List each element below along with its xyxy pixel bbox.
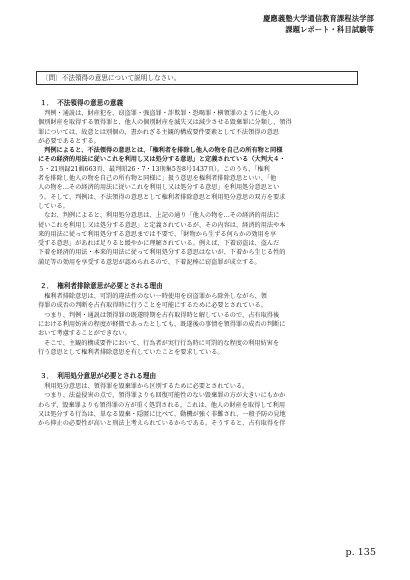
text-line: 判例・通説は、財産犯を、窃盗罪・強盗罪・詐欺罪・恐喝罪・横領罪のように他人の	[38, 110, 280, 117]
text-line: なお、判例によると、利用処分意思は、上記の通り「他人の物を…その経済的用法に	[38, 212, 280, 220]
section-1	[38, 98, 368, 267]
page-number: p. 135	[345, 547, 376, 558]
text-line: う。そして、判例は、不法領得の意思として権利者排除意思と利用処分意思の双方を要求	[38, 193, 286, 201]
text-line: が必要であるとする。	[38, 137, 100, 145]
text-line: そこで、主観的構成要件において、行為者が実行行為時に可罰的な程度の利用妨害を	[38, 339, 280, 347]
section-body	[38, 292, 368, 357]
section-title: 利用処分意思が必要とされる理由	[57, 372, 157, 381]
text-line: 罪については、故意とは別個の、書かれざる主観的構成要件要素として不法領得の意思	[38, 128, 279, 136]
text-line: ５・21刑録21輯663頁、最判昭26・7・13刑集5巻8号1437頁）。このうち、「権利	[38, 165, 270, 173]
document-header	[263, 14, 374, 35]
text-line: 満足等の効用を享受する意思が認められるので、下着泥棒に窃盗罪が成立する。	[38, 258, 261, 266]
text-line: 行う意思として権利者排除意思を有していたことを要求している。	[38, 348, 224, 356]
text-line: わらず、毀棄罪よりも領得罪の方が重く処罰される。これは、他人の財産を取得して利用	[38, 401, 286, 409]
text-line: 受する意思」があれば足りると緩やかに理解されている。例えば、下着窃盗は、盗んだ	[38, 240, 280, 248]
text-line: 利用処分意思は、領得罪を毀棄罪から区別するために必要とされている。	[38, 383, 249, 391]
text-line: 権利者排除意思は、可罰的違法性のない一時使用を窃盗罪から除外しながら、領	[38, 293, 267, 301]
text-line: 下着を経済的用法・本来的用法に従って利用処分する意思はないが、下着から生じる性的	[38, 249, 286, 257]
text-line: 又は処分する行為は、単なる毀棄・隠匿に比べて、動機が強く非難され、一般予防の見地	[38, 411, 286, 419]
text-line: にその経済的用法に従いこれを利用し又は処分する意思」と定義されている（大判大４・	[38, 156, 286, 164]
text-line: つまり、法益侵害の点で、領得罪よりも回復可能性のない毀棄罪の方が大きいにもかか	[38, 392, 286, 400]
text-line: している。	[38, 202, 69, 210]
text-line: 従いこれを利用し又は処分する意思」と定義されているが、その内容は、経済的用法や本	[38, 221, 286, 229]
section-body	[38, 382, 368, 428]
institution-name: 慶應義塾大学通信教育課程法学部	[263, 14, 374, 23]
section-heading	[40, 281, 368, 291]
answer-body	[38, 98, 368, 429]
section-body	[38, 109, 368, 267]
section-3	[38, 371, 368, 428]
section-number: ２．	[40, 282, 54, 291]
text-line: おいて考慮することができない。	[38, 330, 131, 338]
section-heading	[40, 371, 368, 381]
document-subtitle: 課題レポート・科目試験等	[285, 24, 374, 34]
text-line: つまり、判例・通説は領得罪の既遂時期を占有取得時と解しているので、占有取得後	[38, 311, 280, 319]
text-line: における利用妨害の程度が軽微であったとしても、既遂後の事情を領得罪の成否の判断に	[38, 320, 286, 328]
text-line: 得罪の成否の判断を占有取得時に行うことを可能にするために必要とされている。	[38, 302, 267, 310]
text-line: 判例によると、不法領得の意思とは、「権利者を排除し他人の物を自己の所有物と同様	[38, 147, 283, 155]
text-line: 来的用法に従って利用処分する意思までは不要で、「財物から生ずる何らかの効用を享	[38, 230, 277, 238]
text-line: 個別財産を取得する領得罪と、他人の個別財産を滅失又は減少させる毀棄罪に分類し、領得	[38, 119, 292, 127]
section-2	[38, 281, 368, 357]
question-box: 〔問〕不法領得の意思について説明しなさい。	[36, 71, 358, 85]
section-number: ３．	[40, 372, 54, 381]
text-line: 人の物を…その経済的用法に従いこれを利用し又は処分する意思」を利用処分意思とい	[38, 184, 280, 192]
section-title: 不法領得の意思の意義	[57, 99, 124, 107]
text-line: から抑止の必要性が高いと刑法上考えられているからである。そうすると、占有取得を伴	[38, 420, 286, 428]
text-line: 者を排除し他人の物を自己の所有物と同様に」扱う意思を権利者排除意思といい、「他	[38, 175, 277, 183]
section-title: 権利者排除意思が必要とされる理由	[57, 282, 163, 291]
section-number: １．	[40, 99, 54, 107]
section-heading	[40, 98, 368, 108]
